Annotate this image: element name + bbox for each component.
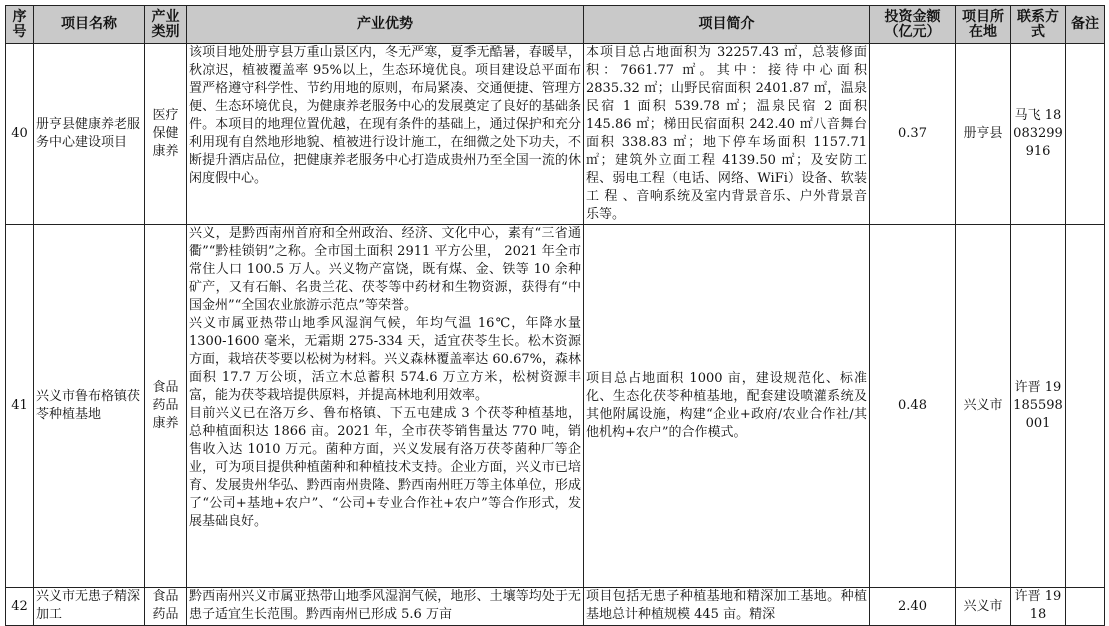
cell-advantage <box>187 44 584 225</box>
cell-location: 兴义市 <box>956 225 1011 588</box>
cell-advantage <box>187 588 584 626</box>
cell-contact: 许晋 1918 <box>1011 588 1066 626</box>
project-table <box>5 5 1105 626</box>
header-contact: 联系方式 <box>1011 6 1066 44</box>
cell-location: 兴义市 <box>956 588 1011 626</box>
cell-advantage <box>187 225 584 588</box>
cell-category: 食品药品康养 <box>145 225 187 588</box>
cell-remark <box>1066 588 1105 626</box>
cell-seq: 42 <box>6 588 34 626</box>
header-name: 项目名称 <box>34 6 145 44</box>
table-row <box>6 588 1105 626</box>
header-remark: 备注 <box>1066 6 1105 44</box>
header-amount: 投资金额（亿元） <box>870 6 956 44</box>
cell-category: 食品药品 <box>145 588 187 626</box>
cell-location: 册亨县 <box>956 44 1011 225</box>
cell-name: 兴义市无患子精深加工 <box>34 588 145 626</box>
cell-name: 兴义市鲁布格镇茯苓种植基地 <box>34 225 145 588</box>
advantage-paragraph: 兴义市属亚热带山地季风湿润气候，年均气温 16℃，年降水量 1300-1600 毫米，无霜期 275-334 天，适宜茯苓生长。松木资源方面，栽培茯苓要以松树为材料。兴义森林覆盖率达 60.67%，森林面积 17.7 万公顷，活立木总蓄积 574.6 万立方米，松树资源丰富，能为茯苓栽培提供原料，并提高林地利用效率。 <box>189 316 581 403</box>
cell-category: 医疗保健康养 <box>145 44 187 225</box>
cell-seq: 41 <box>6 225 34 588</box>
advantage-paragraph: 该项目地处册亨县万重山景区内，冬无严寒，夏季无酷暑，春暖早，秋凉迟，植被覆盖率 95%以上，生态环境优良。项目建设总平面布置严格遵守科学性、节约用地的原则，布局紧凑、交通便捷、管理方便、生态环境优良，为健康养老服务中心的发展奠定了良好的基础条件。本项目的地理位置优越，在现有条件的基础上，通过保护和充分利用现有自然地形地貌、植被进行设计施工，在细微之处下功夫，不断提升酒店品位，把健康养老服务中心打造成贵州乃至全国一流的休闲度假中心。 <box>189 45 581 186</box>
cell-intro: 项目总占地面积 1000 亩，建设规范化、标准化、生态化茯苓种植基地，配套建设喷灌系统及其他附属设施，构建“企业+政府/农业合作社/其他机构+农户”的合作模式。 <box>584 225 870 588</box>
cell-seq: 40 <box>6 44 34 225</box>
advantage-paragraph: 黔西南州兴义市属亚热带山地季风湿润气候，地形、土壤等均处于无患子适宜生长范围。黔西南州已形成 5.6 万亩 <box>189 589 581 622</box>
cell-name: 册亨县健康养老服务中心建设项目 <box>34 44 145 225</box>
header-location: 项目所在地 <box>956 6 1011 44</box>
header-category: 产业类别 <box>145 6 187 44</box>
cell-contact: 许晋 19185598001 <box>1011 225 1066 588</box>
cell-remark <box>1066 225 1105 588</box>
advantage-paragraph: 目前兴义已在洛万乡、鲁布格镇、下五屯建成 3 个茯苓种植基地，总种植面积达 1866 亩。2021 年，全市茯苓销售量达 770 吨，销售收入达 1010 万元。菌种方面，兴义发展有洛万茯苓菌种厂等企业，可为项目提供种植菌种和种植技术支持。企业方面，兴义市已培育、发展贵州华弘、黔西南州贵隆、黔西南州旺万等主体单位，形成了“公司+基地+农户”、“公司+专业合作社+农户”等合作形式，发展基础良好。 <box>189 406 581 529</box>
header-advantage: 产业优势 <box>187 6 584 44</box>
table-header-row <box>6 6 1105 44</box>
cell-intro: 项目包括无患子种植基地和精深加工基地。种植基地总计种植规模 445 亩。精深 <box>584 588 870 626</box>
cell-amount: 2.40 <box>870 588 956 626</box>
header-seq: 序号 <box>6 6 34 44</box>
cell-remark <box>1066 44 1105 225</box>
cell-amount: 0.37 <box>870 44 956 225</box>
cell-amount: 0.48 <box>870 225 956 588</box>
cell-contact: 马飞 18083299916 <box>1011 44 1066 225</box>
header-intro: 项目简介 <box>584 6 870 44</box>
advantage-paragraph: 兴义，是黔西南州首府和全州政治、经济、文化中心，素有“三省通衢”“黔桂锁钥”之称。全市国土面积 2911 平方公里， 2021 年全市常住人口 100.5 万人。兴义物产富饶，既有煤、金、铁等 10 余种矿产，又有石斛、名贵兰花、茯苓等中药材和生物资源，获得有“中国金州”“全国农业旅游示范点”等荣誉。 <box>189 226 581 313</box>
table-row <box>6 225 1105 588</box>
cell-intro: 本项目总占地面积为 32257.43 ㎡，总装修面积：7661.77 ㎡。其中：接待中心面积 2835.32 ㎡；山野民宿面积 2401.87 ㎡，温泉民宿 1 面积 539.78 ㎡；温泉民宿 2 面积 145.86 ㎡；梯田民宿面积 242.40 ㎡八音舞台面积 338.83 ㎡；地下停车场面积 1157.71 ㎡；建筑外立面工程 4139.50 ㎡；及安防工程、弱电工程（电话、网络、WiFi）设备、软装工 程 、音响系统及室内背景音乐、户外背景音乐等。 <box>584 44 870 225</box>
table-row <box>6 44 1105 225</box>
